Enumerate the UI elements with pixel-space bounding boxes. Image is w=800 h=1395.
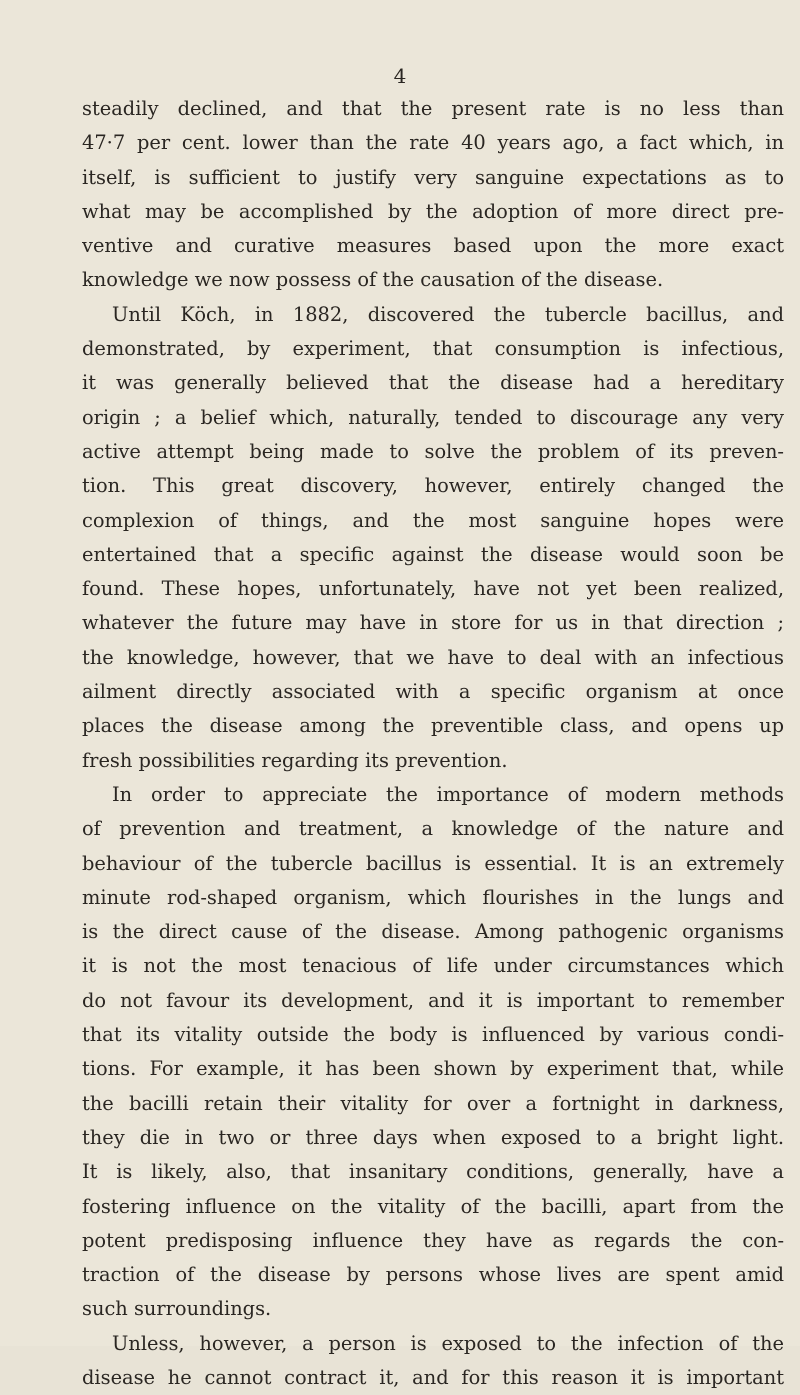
page-number: 4 [393, 64, 407, 88]
text-line: it is not the most tenacious of life under circumstances which [82, 954, 784, 978]
text-line: active attempt being made to solve the problem of its preven- [82, 439, 784, 463]
text-line: found. These hopes, unfortunately, have not yet been realized, [82, 577, 784, 601]
text-line: do not favour its development, and it is important to remember [82, 988, 784, 1012]
text-line: ailment directly associated with a specific organism at once [82, 680, 784, 704]
text-line: fostering influence on the vitality of the bacilli, apart from the [82, 1194, 784, 1218]
text-line: itself, is sufficient to justify very sanguine expectations as to [82, 165, 784, 189]
paragraph-start-line: Until Köch, in 1882, discovered the tubercle bacillus, and [112, 302, 784, 326]
text-line: the bacilli retain their vitality for over a fortnight in darkness, [82, 1091, 784, 1115]
text-line: origin ; a belief which, naturally, tended to discourage any very [82, 405, 784, 429]
text-line: complexion of things, and the most sanguine hopes were [82, 508, 784, 532]
text-line: tion. This great discovery, however, entirely changed the [82, 474, 784, 498]
text-line: places the disease among the preventible class, and opens up [82, 714, 784, 738]
text-line: whatever the future may have in store for us in that direction ; [82, 611, 784, 635]
text-line: traction of the disease by persons whose lives are spent amid [82, 1263, 784, 1287]
text-line: 47·7 per cent. lower than the rate 40 years ago, a fact which, in [82, 131, 784, 155]
paragraph-start-line: In order to appreciate the importance of modern methods [112, 782, 784, 806]
text-line: they die in two or three days when exposed to a bright light. [82, 1125, 784, 1149]
paragraph-start-line: Unless, however, a person is exposed to the infection of the [112, 1331, 784, 1355]
text-line: it was generally believed that the disease had a hereditary [82, 371, 784, 395]
text-line: ventive and curative measures based upon the more exact [82, 234, 784, 258]
text-line: It is likely, also, that insanitary conditions, generally, have a [82, 1160, 784, 1184]
text-line: minute rod-shaped organism, which flourishes in the lungs and [82, 885, 784, 909]
text-line: behaviour of the tubercle bacillus is essential. It is an extremely [82, 851, 784, 875]
text-line: what may be accomplished by the adoption of more direct pre- [82, 199, 784, 223]
text-line: potent predisposing influence they have as regards the con- [82, 1228, 784, 1252]
text-line: steadily declined, and that the present rate is no less than [82, 97, 784, 120]
text-line: that its vitality outside the body is influenced by various condi- [82, 1023, 784, 1047]
text-line: fresh possibilities regarding its prevention. [82, 748, 508, 772]
text-line: such surroundings. [82, 1297, 272, 1321]
text-line: tions. For example, it has been shown by experiment that, while [82, 1057, 784, 1081]
body-text [82, 92, 784, 1395]
text-line: entertained that a specific against the disease would soon be [82, 542, 784, 566]
text-line: knowledge we now possess of the causation of the disease. [82, 268, 664, 292]
text-line: demonstrated, by experiment, that consumption is infectious, [82, 337, 784, 361]
text-line: is the direct cause of the disease. Among pathogenic organisms [82, 920, 784, 944]
text-line: the knowledge, however, that we have to deal with an infectious [82, 645, 784, 669]
text-line: of prevention and treatment, a knowledge of the nature and [82, 817, 784, 841]
text-line: disease he cannot contract it, and for this reason it is important [82, 1365, 784, 1389]
